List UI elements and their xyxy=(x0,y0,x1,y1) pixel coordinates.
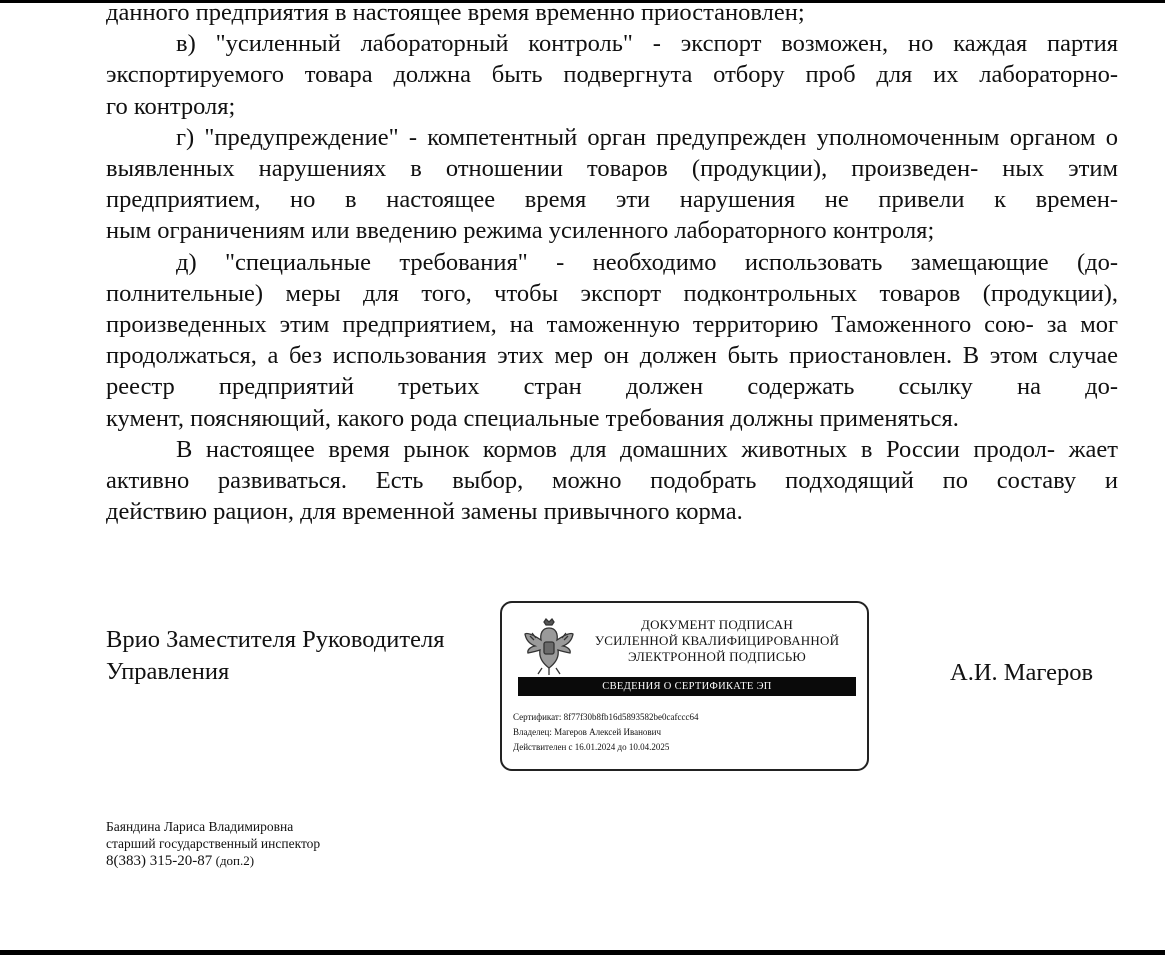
text-line: ным ограничениям или введению режима усиленного лабораторного контроля; xyxy=(106,217,935,245)
certificate-validity: Действителен с 16.01.2024 до 10.04.2025 xyxy=(513,742,670,752)
signatory-position xyxy=(106,624,445,688)
text-line: го контроля; xyxy=(106,92,236,120)
executor-name: Баяндина Лариса Владимировна xyxy=(106,819,294,834)
text-line: произведенных этим предприятием, на таможенную территорию Таможенного сою- xyxy=(106,311,1034,339)
executor-title: старший государственный инспектор xyxy=(106,836,321,851)
text-line: за мог продолжаться, а без использования этих мер он должен быть приостановлен. xyxy=(106,311,1119,370)
text-line: кумент, поясняющий, какого рода специальные требования должны применяться. xyxy=(106,404,959,432)
text-line: органом о выявленных нарушениях в отношении товаров (продукции), произведен- xyxy=(106,123,1118,183)
executor-contact xyxy=(106,818,320,870)
e-signature-stamp xyxy=(500,601,869,771)
document-body xyxy=(106,0,1118,527)
position-line: Управления xyxy=(106,658,230,685)
certificate-info-bar: СВЕДЕНИЯ О СЕРТИФИКАТЕ ЭП xyxy=(518,677,856,696)
paragraph-market xyxy=(106,434,1118,496)
paragraph-item-v-end xyxy=(106,91,1118,122)
executor-phone-ext: (доп.2) xyxy=(215,853,255,868)
paragraph-item-g-end xyxy=(106,215,1118,246)
paragraph-market-end xyxy=(106,496,1118,527)
paragraph-item-g xyxy=(106,122,1118,216)
text-line: экспортируемого товара должна быть подвергнута отбору проб для их лабораторно- xyxy=(106,61,1118,89)
text-line: в) "усиленный лабораторный контроль" - экспорт возможен, но каждая партия xyxy=(176,30,1118,58)
text-line: д) "специальные требования" - необходимо использовать замещающие (до- xyxy=(176,248,1118,276)
signatory-name: А.И. Магеров xyxy=(950,659,1094,686)
stamp-title-line: УСИЛЕННОЙ КВАЛИФИЦИРОВАННОЙ xyxy=(594,633,840,648)
text-line: г) "предупреждение" - компетентный орган предупрежден уполномоченным xyxy=(176,123,1000,151)
text-line: жает активно развиваться. Есть выбор, можно подобрать подходящий по составу и xyxy=(106,435,1119,495)
text-line: полнительные) меры для того, чтобы экспорт подконтрольных товаров (продукции), xyxy=(106,279,1118,307)
position-line: Врио Заместителя Руководителя xyxy=(106,626,445,653)
paragraph-item-v xyxy=(106,28,1118,90)
executor-phone: 8(383) 315-20-87 xyxy=(106,853,213,869)
certificate-details xyxy=(513,710,699,755)
paragraph-item-d xyxy=(106,247,1118,403)
paragraph-item-d-end xyxy=(106,403,1118,434)
coat-of-arms-icon xyxy=(522,618,576,676)
text-line: ных этим предприятием, но в настоящее время эти нарушения не привели к времен- xyxy=(106,155,1119,214)
certificate-owner: Владелец: Магеров Алексей Иванович xyxy=(513,727,662,737)
paragraph-continuation xyxy=(106,0,1118,28)
executor-phone-line xyxy=(106,852,320,870)
text-line: данного предприятия в настоящее время временно приостановлен; xyxy=(106,0,805,26)
stamp-title xyxy=(572,617,862,665)
stamp-title-line: ДОКУМЕНТ ПОДПИСАН xyxy=(641,617,793,632)
text-line: действию рацион, для временной замены привычного корма. xyxy=(106,498,743,526)
text-line: В этом случае реестр предприятий третьих стран должен содержать ссылку на до- xyxy=(106,342,1119,401)
certificate-number: Сертификат: 8f77f30b8fb16d5893582be0cafccc64 xyxy=(513,712,699,722)
text-line: В настоящее время рынок кормов для домашних животных в России продол- xyxy=(176,435,1056,463)
stamp-title-line: ЭЛЕКТРОННОЙ ПОДПИСЬЮ xyxy=(628,649,806,664)
